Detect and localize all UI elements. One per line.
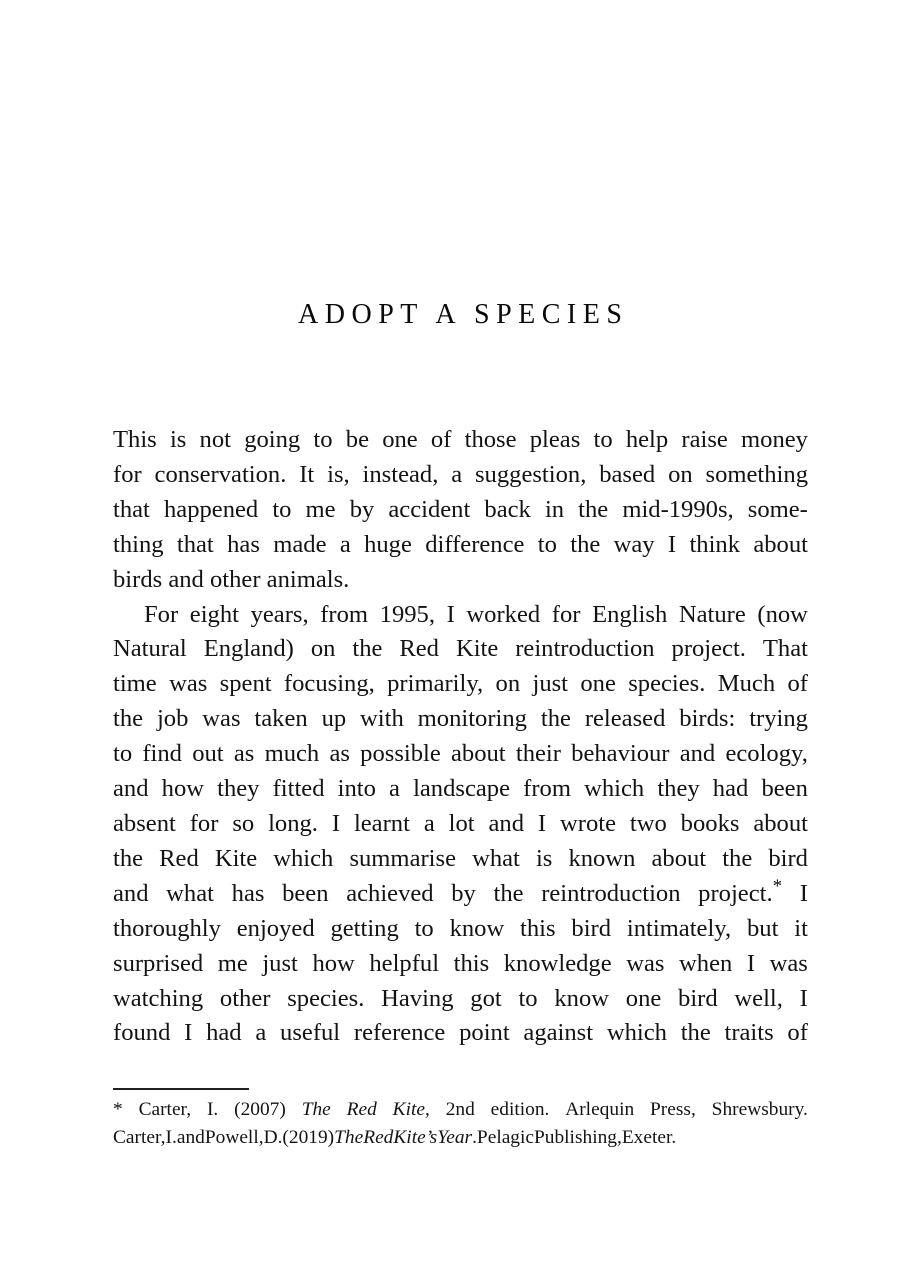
footnote-marker: * — [772, 875, 783, 897]
footnote-entry-1: * Carter, I. (2007) The Red Kite, 2nd edition. Arlequin Press, Shrewsbury. — [113, 1099, 808, 1120]
text-line: Natural England) on the Red Kite reintroduction project. That — [113, 635, 808, 663]
text-line: surprised me just how helpful this knowledge was when I was — [113, 949, 808, 977]
text-line-with-footnote-marker: and what has been achieved by the reintroduction project.* I — [113, 875, 808, 907]
text-line: for conservation. It is, instead, a suggestion, based on something — [113, 460, 808, 488]
footnote-block — [113, 1096, 808, 1151]
text-line: thoroughly enjoyed getting to know this bird intimately, but it — [113, 914, 808, 942]
body-text-column — [113, 423, 808, 1051]
text-line: that happened to me by accident back in the mid-1990s, some- — [113, 495, 808, 523]
text-line: thing that has made a huge difference to the way I think about — [113, 530, 808, 558]
footnote-entry-2: Carter,I.andPowell,D.(2019)TheRedKite’sYear.PelagicPublishing,Exeter. — [113, 1126, 677, 1148]
page-title: ADOPT A SPECIES — [298, 298, 629, 330]
paragraph-2 — [113, 598, 808, 1052]
text-line: time was spent focusing, primarily, on just one species. Much of — [113, 670, 808, 698]
footnote-separator-rule — [113, 1088, 249, 1090]
text-line: watching other species. Having got to know one bird well, I — [113, 984, 808, 1012]
text-line: the Red Kite which summarise what is known about the bird — [113, 844, 808, 872]
text-line: absent for so long. I learnt a lot and I wrote two books about — [113, 809, 808, 837]
text-line: birds and other animals. — [113, 565, 350, 593]
text-line: found I had a useful reference point against which the traits of — [113, 1019, 808, 1047]
text-line: This is not going to be one of those pleas to help raise money — [113, 426, 808, 453]
text-line: and how they fitted into a landscape from which they had been — [113, 775, 808, 803]
paragraph-1 — [113, 423, 808, 598]
text-line: For eight years, from 1995, I worked for English Nature (now — [144, 600, 808, 628]
text-line: to find out as much as possible about their behaviour and ecology, — [113, 740, 808, 768]
text-line: the job was taken up with monitoring the released birds: trying — [113, 705, 808, 733]
